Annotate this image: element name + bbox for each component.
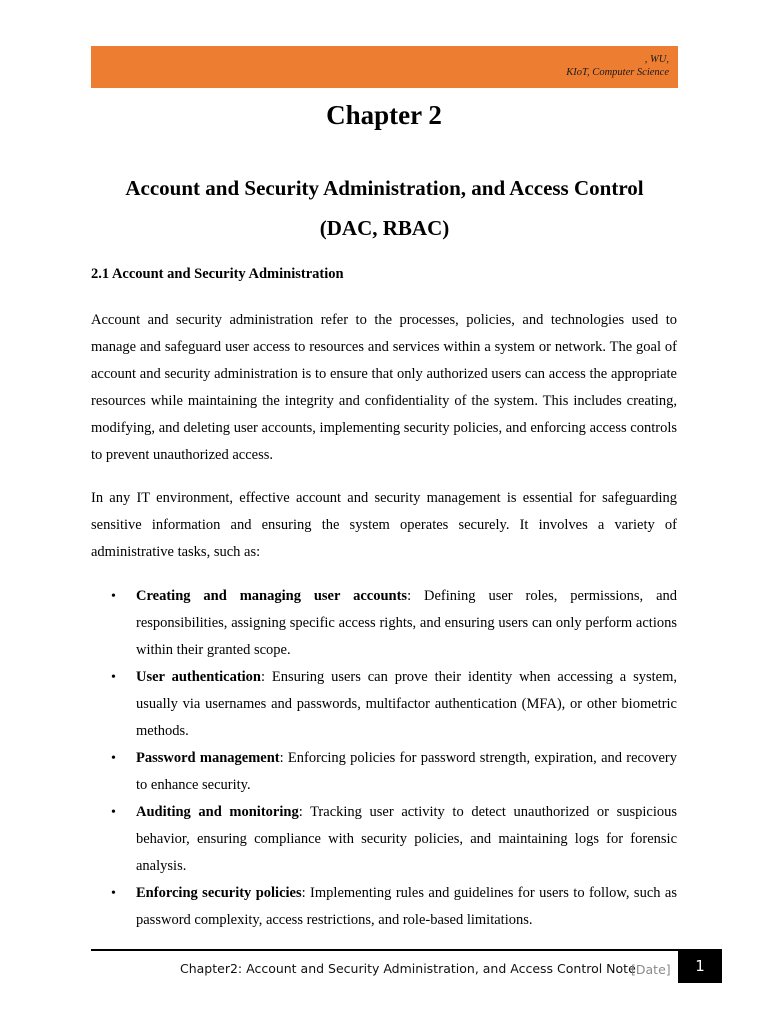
bullet-icon: •: [111, 886, 116, 901]
bullet-text: : Enforcing policies for password strength, expiration, and recovery to enhance security.: [136, 750, 677, 793]
bullet-icon: •: [111, 670, 116, 685]
header-author-line: , WU,: [644, 54, 669, 65]
bullet-term: Enforcing security policies: [136, 885, 302, 901]
section-heading: 2.1 Account and Security Administration: [91, 266, 344, 282]
page-header-band: [91, 46, 678, 88]
bullet-icon: •: [111, 589, 116, 604]
footer-date: [Date]: [631, 962, 671, 977]
bullet-text: : Ensuring users can prove their identity when accessing a system, usually via usernames and passwords, multifactor authentication (MFA), or other biometric methods.: [136, 669, 677, 739]
bullet-icon: •: [111, 805, 116, 820]
main-title-line-1: Account and Security Administration, and Access Control: [125, 176, 644, 200]
list-item: [91, 880, 677, 934]
paragraph-intro: Account and security administration refer to the processes, policies, and technologies used to manage and safeguard user access to resources and services within a system or network. The goal of account and security administration is to ensure that only authorized users can access the appropriate resources while maintaining the integrity and confidentiality of the system. This includes creating, modifying, and deleting user accounts, implementing security policies, and enforcing access controls to prevent unauthorized access.: [91, 312, 677, 463]
list-item: [91, 664, 677, 745]
page-number: 1: [678, 949, 722, 983]
list-item: [91, 799, 677, 880]
footer-divider: [91, 949, 678, 951]
bullet-icon: •: [111, 751, 116, 766]
bullet-text: : Defining user roles, permissions, and responsibilities, assigning specific access rights, and ensuring users can only perform actions within their granted scope.: [136, 588, 677, 658]
admin-tasks-list: [91, 583, 677, 934]
bullet-term: Creating and managing user accounts: [136, 588, 408, 604]
chapter-title: Chapter 2: [326, 100, 442, 130]
bullet-term: Password management: [136, 750, 280, 766]
bullet-text: : Implementing rules and guidelines for users to follow, such as password complexity, access restrictions, and role-based limitations.: [136, 885, 677, 928]
list-item: [91, 583, 677, 664]
paragraph-environment: In any IT environment, effective account and security management is essential for safeguarding sensitive information and ensuring the system operates securely. It involves a variety of administrative tasks, such as:: [91, 490, 677, 560]
main-title-line-2: (DAC, RBAC): [319, 216, 450, 240]
list-item: [91, 745, 677, 799]
bullet-term: Auditing and monitoring: [136, 804, 299, 820]
header-department-line: KIoT, Computer Science: [566, 67, 669, 78]
footer-title: Chapter2: Account and Security Administration, and Access Control Note: [180, 961, 636, 976]
main-title: [91, 168, 678, 248]
bullet-term: User authentication: [136, 669, 261, 685]
bullet-text: : Tracking user activity to detect unauthorized or suspicious behavior, ensuring compliance with security policies, and maintaining logs for forensic analysis.: [136, 804, 677, 874]
